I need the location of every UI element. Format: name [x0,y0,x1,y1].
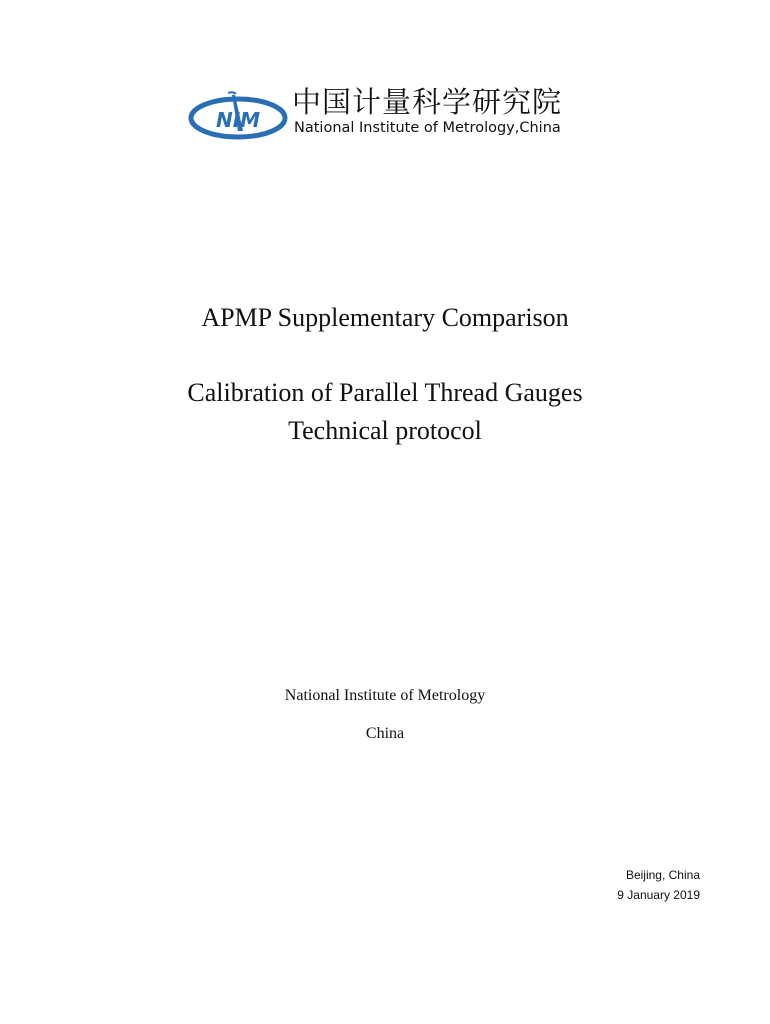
document-date: 9 January 2019 [617,888,700,902]
nim-logo-icon [188,91,288,141]
document-place: Beijing, China [625,868,700,882]
organization-country: China [365,725,405,742]
document-type: Technical protocol [288,416,482,445]
logo-mark-text: NIM [215,108,261,132]
institute-name-english: National Institute of Metrology,China [294,120,561,136]
institute-name-chinese: 中国计量科学研究院 [292,85,563,119]
organization-name: National Institute of Metrology [284,687,486,704]
document-title: APMP Supplementary Comparison [201,303,569,332]
institute-logo [188,85,588,143]
document-subtitle: Calibration of Parallel Thread Gauges [187,378,583,407]
